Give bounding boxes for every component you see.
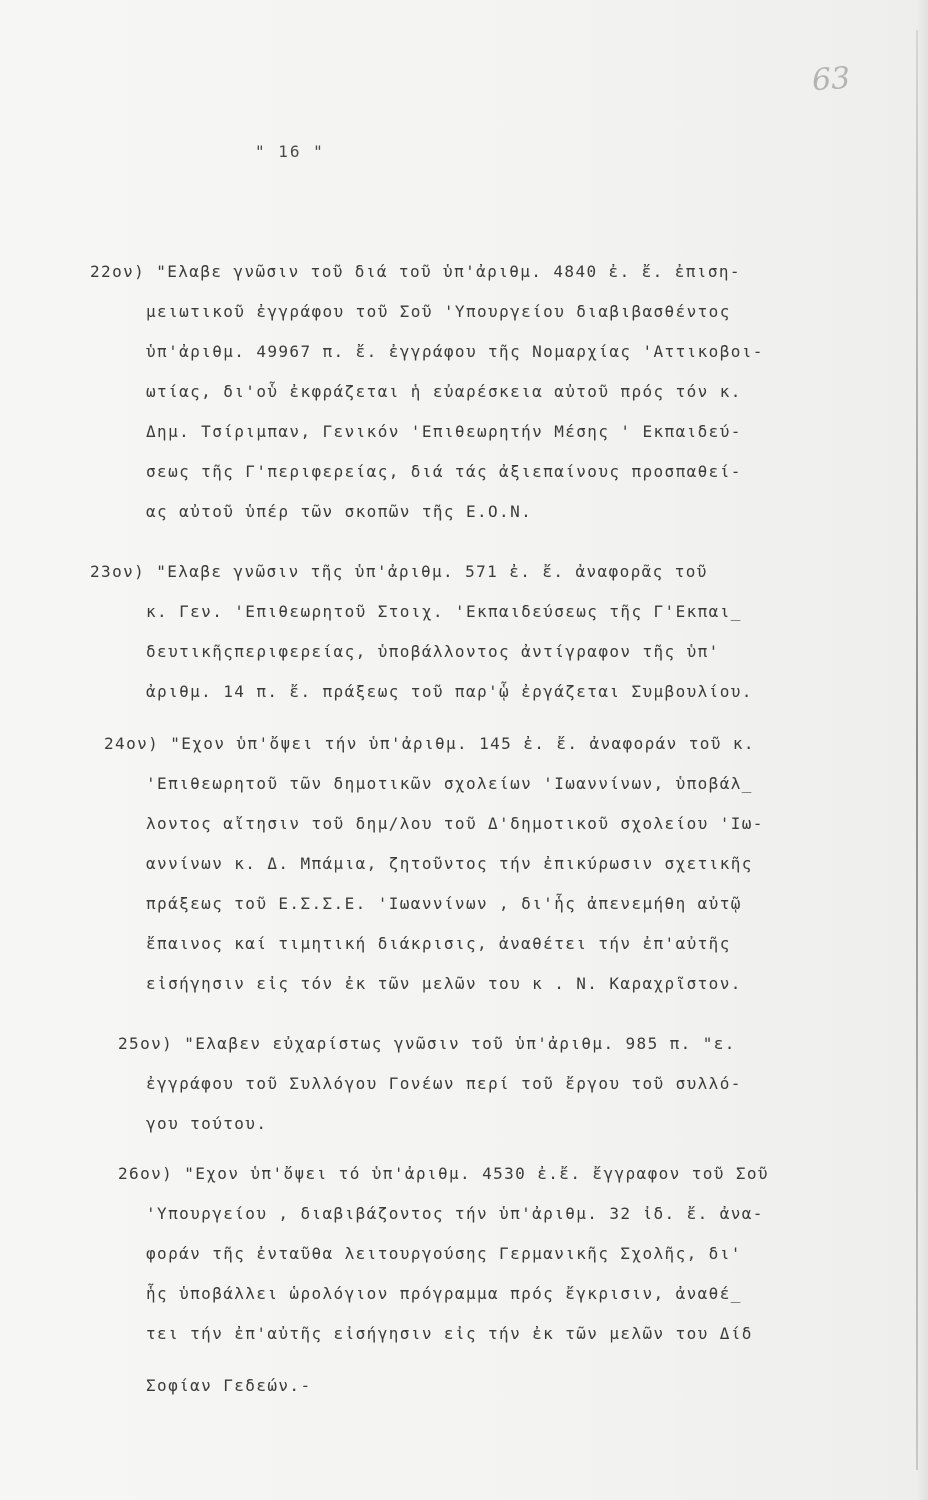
- item-22-line-2: μειωτικοῦ ἐγγράφου τοῦ Σοῦ 'Υπουργείου διαβιβασθέντος: [146, 302, 731, 321]
- item-24-line-3: λοντος αἴτησιν τοῦ δημ/λου τοῦ Δ'δημοτικοῦ σχολείου 'Ιω-: [146, 814, 764, 833]
- item-22-line-1: 22ον) "Ελαβε γνῶσιν τοῦ διά τοῦ ὑπ'ἀριθμ. 4840 ἐ. ἔ. ἐπιση-: [90, 262, 741, 281]
- item-26-line-4: ἧς ὑποβάλλει ὡρολόγιον πρόγραμμα πρός ἔγκρισιν, ἀναθέ_: [146, 1284, 742, 1303]
- item-24-line-5: πράξεως τοῦ Ε.Σ.Σ.Ε. 'Ιωαννίνων , δι'ἧς ἀπενεμήθη αὐτῷ: [146, 894, 742, 913]
- item-22-line-7: ας αὐτοῦ ὑπέρ τῶν σκοπῶν τῆς Ε.Ο.Ν.: [146, 502, 533, 521]
- item-24-line-4: αννίνων κ. Δ. Μπάμια, ζητοῦντος τήν ἐπικύρωσιν σχετικῆς: [146, 854, 753, 873]
- item-24-line-1: 24ον) "Εχον ὑπ'ὄψει τήν ὑπ'ἀριθμ. 145 ἐ. ἔ. ἀναφοράν τοῦ κ.: [104, 734, 755, 753]
- item-26-line-5: τει τήν ἐπ'αὐτῆς εἰσήγησιν εἰς τήν ἐκ τῶν μελῶν του Δίδ: [146, 1324, 753, 1343]
- item-26-line-2: 'Υπουργείου , διαβιβάζοντος τήν ὑπ'ἀριθμ. 32 ἰδ. ἔ. ἀνα-: [146, 1204, 764, 1223]
- item-22-line-6: σεως τῆς Γ'περιφερείας, διά τάς ἀξιεπαίνους προσπαθεί-: [146, 462, 742, 481]
- item-22-line-5: Δημ. Τσίριμπαν, Γενικόν 'Επιθεωρητήν Μέσης ' Εκπαιδεύ-: [146, 422, 742, 441]
- handwritten-folio-number: 63: [810, 60, 852, 99]
- page-binding-edge: [916, 30, 918, 1470]
- item-24-line-2: 'Επιθεωρητοῦ τῶν δημοτικῶν σχολείων 'Ιωαννίνων, ὑποβάλ_: [146, 774, 753, 793]
- item-26-line-6: Σοφίαν Γεδεών.-: [146, 1376, 312, 1395]
- item-23-line-3: δευτικῆςπεριφερείας, ὑποβάλλοντος ἀντίγραφον τῆς ὑπ': [146, 642, 720, 661]
- item-26-line-1: 26ον) "Εχον ὑπ'ὄψει τό ὑπ'ἀριθμ. 4530 ἐ.ἔ. ἔγγραφον τοῦ Σοῦ: [118, 1164, 769, 1183]
- item-25-line-2: ἐγγράφου τοῦ Συλλόγου Γονέων περί τοῦ ἔργου τοῦ συλλό-: [146, 1074, 742, 1093]
- item-25-line-3: γου τούτου.: [146, 1114, 268, 1133]
- item-23-line-2: κ. Γεν. 'Επιθεωρητοῦ Στοιχ. 'Εκπαιδεύσεως τῆς Γ'Εκπαι_: [146, 602, 742, 621]
- item-23-line-1: 23ον) "Ελαβε γνῶσιν τῆς ὑπ'ἀριθμ. 571 ἐ. ἔ. ἀναφορᾶς τοῦ: [90, 562, 708, 581]
- item-25-line-1: 25ον) "Ελαβεν εὐχαρίστως γνῶσιν τοῦ ὑπ'ἀριθμ. 985 π. "ε.: [118, 1034, 736, 1053]
- item-24-line-6: ἔπαινος καί τιμητική διάκρισις, ἀναθέτει τήν ἐπ'αὐτῆς: [146, 934, 731, 953]
- item-22-line-4: ωτίας, δι'οὗ ἐκφράζεται ἡ εὐαρέσκεια αὐτοῦ πρός τόν κ.: [146, 382, 742, 401]
- item-24-line-7: εἰσήγησιν εἰς τόν ἐκ τῶν μελῶν του κ . Ν. Καραχρῖστον.: [146, 974, 742, 993]
- item-26-line-3: φοράν τῆς ἐνταῦθα λειτουργούσης Γερμανικῆς Σχολῆς, δι': [146, 1244, 742, 1263]
- item-22-line-3: ὑπ'ἀριθμ. 49967 π. ἔ. ἐγγράφου τῆς Νομαρχίας 'Αττικοβοι-: [146, 342, 764, 361]
- page-number: " 16 ": [255, 142, 325, 161]
- item-23-line-4: ἀριθμ. 14 π. ἔ. πράξεως τοῦ παρ'ᾧ ἐργάζεται Συμβουλίου.: [146, 682, 753, 701]
